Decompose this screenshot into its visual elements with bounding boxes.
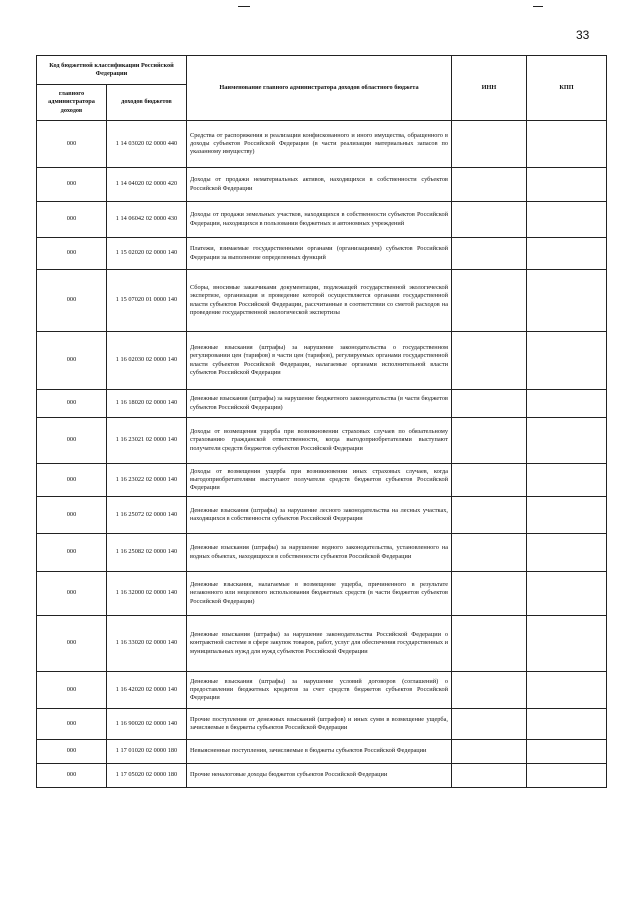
revenue-code-cell: 1 16 25072 02 0000 140 [107,497,187,534]
inn-cell [452,616,527,672]
table-row [37,534,607,572]
revenue-code-cell: 1 16 32000 02 0000 140 [107,572,187,616]
kpp-cell [527,238,607,270]
revenue-name-cell: Денежные взыскания (штрафы) за нарушение законодательства Российской Федерации о контрактной системе в сфере закупок товаров, работ, услуг для обеспечения государственных и муниципальных нужд для нужд субъектов Российской Федерации [187,616,452,672]
header-inn: ИНН [452,56,527,121]
kpp-cell [527,168,607,202]
kpp-cell [527,616,607,672]
inn-cell [452,202,527,238]
kpp-cell [527,121,607,168]
kpp-cell [527,332,607,390]
inn-cell [452,390,527,418]
table-body [37,121,607,788]
scan-mark-right [533,6,543,7]
revenue-code-cell: 1 16 90020 02 0000 140 [107,709,187,740]
revenue-name-cell: Платежи, взимаемые государственными органами (организациями) субъектов Российской Федерации за выполнение определенных функций [187,238,452,270]
admin-code-cell: 000 [37,572,107,616]
header-kpp: КПП [527,56,607,121]
revenue-name-cell: Денежные взыскания, налагаемые в возмещение ущерба, причиненного в результате незаконного или нецелевого использования бюджетных средств (в части бюджетов субъектов Российской Федерации) [187,572,452,616]
revenue-administrators-table [36,55,607,788]
admin-code-cell: 000 [37,464,107,497]
page-number: 33 [576,28,590,42]
admin-code-cell: 000 [37,332,107,390]
table-row [37,672,607,709]
inn-cell [452,572,527,616]
kpp-cell [527,464,607,497]
inn-cell [452,168,527,202]
admin-code-cell: 000 [37,616,107,672]
kpp-cell [527,418,607,464]
revenue-name-cell: Доходы от продажи земельных участков, находящихся в собственности субъектов Российской Федерации, находящихся в пользовании бюджетных и автономных учреждений [187,202,452,238]
admin-code-cell: 000 [37,238,107,270]
revenue-code-cell: 1 16 33020 02 0000 140 [107,616,187,672]
inn-cell [452,497,527,534]
revenue-code-cell: 1 16 25082 02 0000 140 [107,534,187,572]
revenue-code-cell: 1 15 07020 01 0000 140 [107,270,187,332]
header-administrator-name: Наименование главного администратора доходов областного бюджета [187,56,452,121]
inn-cell [452,270,527,332]
table-row [37,572,607,616]
admin-code-cell: 000 [37,709,107,740]
revenue-name-cell: Прочие неналоговые доходы бюджетов субъектов Российской Федерации [187,764,452,788]
inn-cell [452,740,527,764]
table-row [37,764,607,788]
admin-code-cell: 000 [37,390,107,418]
revenue-code-cell: 1 16 23021 02 0000 140 [107,418,187,464]
kpp-cell [527,740,607,764]
header-classification-code: Код бюджетной классификации Российской Федерации [37,56,187,85]
table-row [37,238,607,270]
revenue-name-cell: Невыясненные поступления, зачисляемые в бюджеты субъектов Российской Федерации [187,740,452,764]
admin-code-cell: 000 [37,764,107,788]
admin-code-cell: 000 [37,497,107,534]
inn-cell [452,121,527,168]
admin-code-cell: 000 [37,534,107,572]
inn-cell [452,709,527,740]
table-row [37,121,607,168]
revenue-code-cell: 1 17 01020 02 0000 180 [107,740,187,764]
revenue-code-cell: 1 17 05020 02 0000 180 [107,764,187,788]
table-row [37,418,607,464]
table-row [37,740,607,764]
table-row [37,616,607,672]
header-admin-code: главного администратора доходов [37,85,107,121]
revenue-name-cell: Доходы от возмещения ущерба при возникновении иных страховых случаев, когда выгодоприобретателями выступают получатели средств бюджетов субъектов Российской Федерации [187,464,452,497]
scan-mark-left [238,6,250,7]
admin-code-cell: 000 [37,168,107,202]
revenue-name-cell: Денежные взыскания (штрафы) за нарушение водного законодательства, установленного на водных объектах, находящихся в собственности субъектов Российской Федерации [187,534,452,572]
kpp-cell [527,497,607,534]
inn-cell [452,332,527,390]
revenue-code-cell: 1 14 03020 02 0000 440 [107,121,187,168]
revenue-name-cell: Доходы от продажи нематериальных активов, находящихся в собственности субъектов Российской Федерации [187,168,452,202]
table-row [37,332,607,390]
table-row [37,709,607,740]
kpp-cell [527,672,607,709]
inn-cell [452,672,527,709]
revenue-code-cell: 1 16 02030 02 0000 140 [107,332,187,390]
table-row [37,390,607,418]
admin-code-cell: 000 [37,202,107,238]
admin-code-cell: 000 [37,270,107,332]
revenue-code-cell: 1 14 04020 02 0000 420 [107,168,187,202]
admin-code-cell: 000 [37,672,107,709]
admin-code-cell: 000 [37,121,107,168]
revenue-name-cell: Денежные взыскания (штрафы) за нарушение условий договоров (соглашений) о предоставлении бюджетных кредитов за счет средств бюджетов субъектов Российской Федерации [187,672,452,709]
kpp-cell [527,202,607,238]
revenue-code-cell: 1 15 02020 02 0000 140 [107,238,187,270]
table-row [37,202,607,238]
inn-cell [452,418,527,464]
kpp-cell [527,764,607,788]
kpp-cell [527,270,607,332]
revenue-name-cell: Денежные взыскания (штрафы) за нарушение бюджетного законодательства (в части бюджетов субъектов Российской Федерации) [187,390,452,418]
kpp-cell [527,572,607,616]
header-revenue-code: доходов бюджетов [107,85,187,121]
table-row [37,168,607,202]
revenue-code-cell: 1 16 42020 02 0000 140 [107,672,187,709]
revenue-name-cell: Сборы, вносимые заказчиками документации, подлежащей государственной экологической экспертизе, организация и проведение которой осуществляется органами государственной власти субъектов Российской Федерации, рассчитанные в соответствии со сметой расходов на проведение государственной экологической экспертизы [187,270,452,332]
admin-code-cell: 000 [37,740,107,764]
inn-cell [452,764,527,788]
revenue-name-cell: Прочие поступления от денежных взысканий (штрафов) и иных сумм в возмещение ущерба, зачисляемые в бюджеты субъектов Российской Федерации [187,709,452,740]
revenue-name-cell: Денежные взыскания (штрафы) за нарушение законодательства о государственном регулировании цен (тарифов) в части цен (тарифов), регулируемых органами государственной власти субъектов Российской Федерации, налагаемые органами исполнительной власти субъектов Российской Федерации [187,332,452,390]
revenue-code-cell: 1 14 06042 02 0000 430 [107,202,187,238]
revenue-code-cell: 1 16 23022 02 0000 140 [107,464,187,497]
revenue-name-cell: Денежные взыскания (штрафы) за нарушение лесного законодательства на лесных участках, находящихся в собственности субъектов Российской Федерации [187,497,452,534]
revenue-name-cell: Доходы от возмещения ущерба при возникновении страховых случаев по обязательному страхованию гражданской ответственности, когда выгодоприобретателями выступают получатели средств бюджетов субъектов Российской Федерации [187,418,452,464]
table-row [37,497,607,534]
admin-code-cell: 000 [37,418,107,464]
inn-cell [452,464,527,497]
kpp-cell [527,390,607,418]
inn-cell [452,534,527,572]
kpp-cell [527,709,607,740]
revenue-code-cell: 1 16 18020 02 0000 140 [107,390,187,418]
table-row [37,464,607,497]
kpp-cell [527,534,607,572]
inn-cell [452,238,527,270]
table-row [37,270,607,332]
revenue-name-cell: Средства от распоряжения и реализации конфискованного и иного имущества, обращенного в доходы субъектов Российской Федерации (в части реализации материальных запасов по указанному имуществу) [187,121,452,168]
